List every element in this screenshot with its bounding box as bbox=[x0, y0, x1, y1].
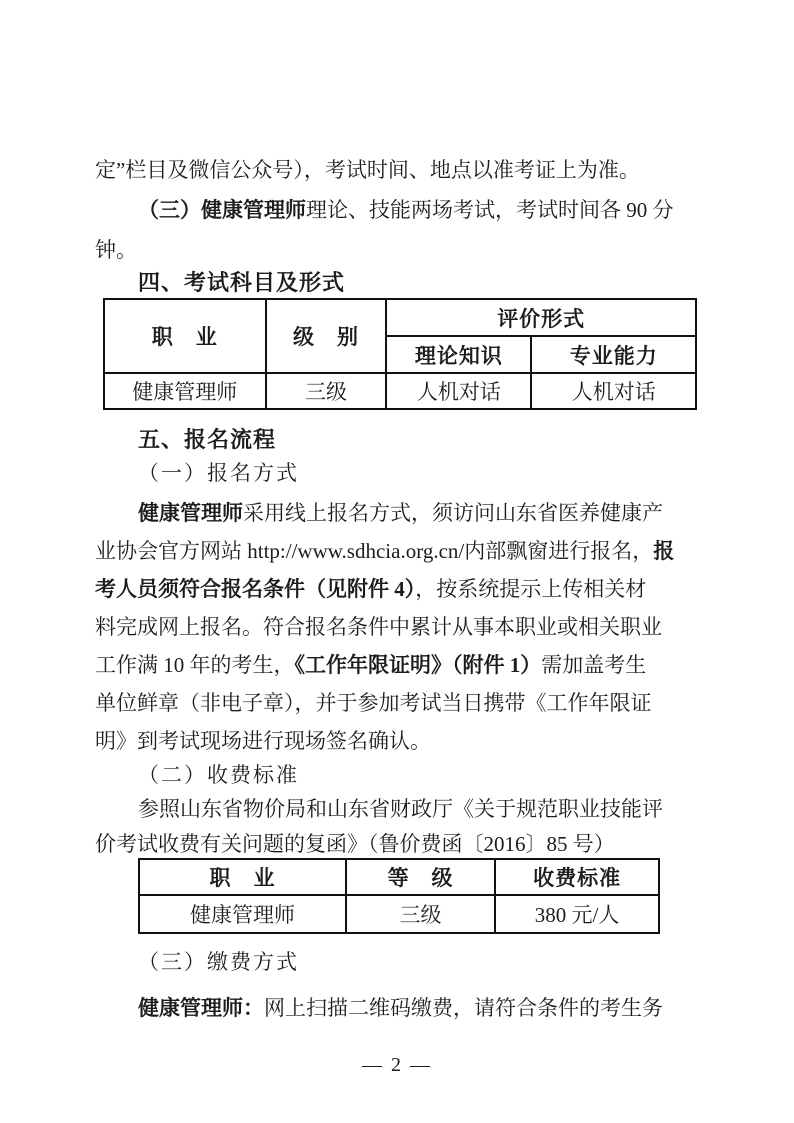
fee-standard-table bbox=[138, 858, 660, 934]
text-run: 理论、技能两场考试，考试时间各 90 分 bbox=[306, 198, 674, 222]
text-run-bold: 考人员须符合报名条件（见附件 4） bbox=[95, 577, 416, 601]
subsection-heading-payment-method: （三）缴费方式 bbox=[138, 950, 299, 974]
section-heading-signup-process: 五、报名流程 bbox=[138, 427, 277, 452]
text-run: 钟。 bbox=[95, 238, 137, 262]
text-run: 需加盖考生 bbox=[541, 653, 647, 677]
body-text-line bbox=[95, 570, 705, 608]
body-text-line bbox=[95, 150, 705, 190]
table-header-theory: 理论知识 bbox=[386, 336, 531, 373]
page-number: — 2 — bbox=[362, 1054, 432, 1076]
table-header-evaluation: 评价形式 bbox=[386, 299, 696, 336]
body-text-line bbox=[95, 608, 705, 646]
table-header-occupation: 职 业 bbox=[139, 859, 346, 895]
body-text-line bbox=[95, 827, 705, 862]
table-header-ability: 专业能力 bbox=[531, 336, 696, 373]
table-cell-theory: 人机对话 bbox=[386, 373, 531, 409]
subsection-heading-apply-method: （一）报名方式 bbox=[138, 461, 299, 485]
text-run-bold: 健康管理师 bbox=[138, 501, 243, 525]
text-run: 价考试收费有关问题的复函》（鲁价费函〔2016〕85 号） bbox=[95, 832, 615, 856]
body-text-line bbox=[95, 684, 705, 722]
table-cell-grade: 三级 bbox=[346, 895, 495, 933]
text-run: 采用线上报名方式，须访问山东省医养健康产 bbox=[243, 501, 663, 525]
text-run-bold: 《工作年限证明》（附件 1） bbox=[294, 653, 542, 677]
body-text-line bbox=[95, 230, 705, 270]
text-run: 料完成网上报名。符合报名条件中累计从事本职业或相关职业 bbox=[95, 615, 662, 639]
text-run-bold: 报 bbox=[653, 539, 675, 563]
text-run: 网上扫描二维码缴费，请符合条件的考生务 bbox=[264, 996, 663, 1020]
text-run-bold: 健康管理师： bbox=[138, 996, 264, 1020]
paragraph-fee bbox=[95, 792, 705, 862]
table-cell-occupation: 健康管理师 bbox=[104, 373, 266, 409]
text-run: 参照山东省物价局和山东省财政厅《关于规范职业技能评 bbox=[138, 797, 663, 821]
body-text-line bbox=[95, 792, 705, 827]
text-run-bold: （三）健康管理师 bbox=[138, 198, 306, 222]
section-heading-exam-subjects: 四、考试科目及形式 bbox=[138, 270, 346, 295]
table-header-occupation: 职 业 bbox=[104, 299, 266, 373]
body-text-line bbox=[95, 646, 705, 684]
table-cell-fee: 380 元/人 bbox=[495, 895, 659, 933]
text-run: 单位鲜章（非电子章），并于参加考试当日携带《工作年限证 bbox=[95, 691, 652, 715]
text-run-url: 业协会官方网站 http://www.sdhcia.org.cn/内部飘窗进行报名， bbox=[95, 539, 654, 563]
table-header-grade: 等 级 bbox=[346, 859, 495, 895]
table-cell-ability: 人机对话 bbox=[531, 373, 696, 409]
body-text-line bbox=[95, 190, 748, 230]
body-text-line bbox=[95, 722, 705, 760]
body-text-line bbox=[95, 532, 705, 570]
text-run: 明》到考试现场进行现场签名确认。 bbox=[95, 729, 431, 753]
body-text-line bbox=[95, 494, 705, 532]
table-header-fee: 收费标准 bbox=[495, 859, 659, 895]
table-cell-level: 三级 bbox=[266, 373, 387, 409]
subsection-heading-fee-standard: （二）收费标准 bbox=[138, 763, 299, 787]
text-run: 工作满 10 年的考生， bbox=[95, 653, 295, 677]
paragraph-apply bbox=[95, 494, 705, 760]
paragraph-payment bbox=[95, 988, 748, 1028]
table-header-level: 级 别 bbox=[266, 299, 387, 373]
table-cell-occupation: 健康管理师 bbox=[139, 895, 346, 933]
exam-form-table bbox=[103, 298, 697, 410]
text-run: 定”栏目及微信公众号），考试时间、地点以准考证上为准。 bbox=[95, 158, 640, 182]
text-run: ，按系统提示上传相关材 bbox=[415, 577, 647, 601]
